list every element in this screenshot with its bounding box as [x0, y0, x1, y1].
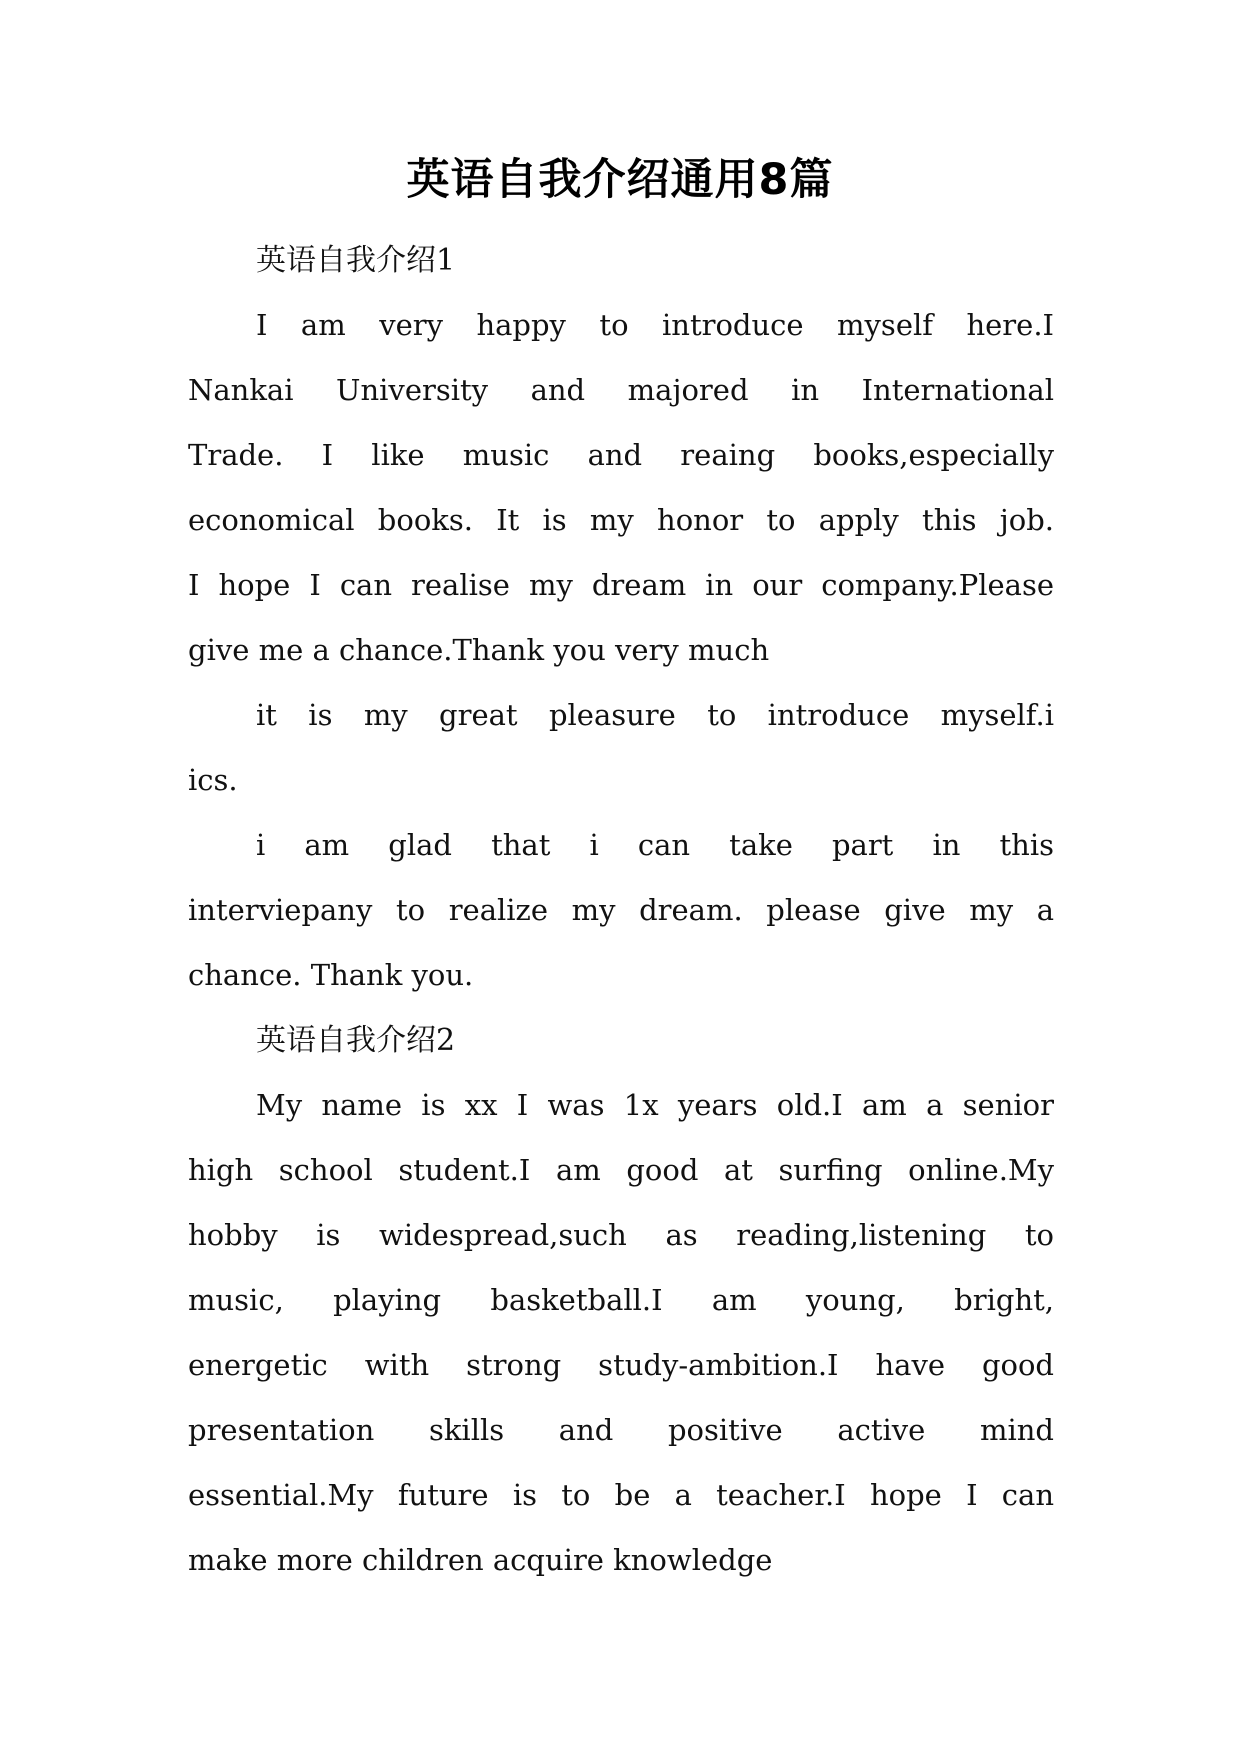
document-body [188, 228, 1054, 1593]
document-title: 英语自我介绍通用8篇 [406, 155, 834, 205]
text-line: My name is xx I was 1x years old.I am a senior [256, 1088, 1054, 1122]
text-line: i am glad that i can take part in this [256, 828, 1054, 862]
text-line: essential.My future is to be a teacher.I hope I can [188, 1478, 1054, 1512]
text-line: I hope I can realise my dream in our company.Please [188, 568, 1054, 602]
text-line: make more children acquire knowledge [188, 1543, 773, 1577]
text-line: high school student.I am good at surfing online.My [188, 1153, 1054, 1187]
text-line: ics. [188, 763, 238, 797]
text-line: music, playing basketball.I am young, bright, [188, 1283, 1054, 1317]
text-line: interviepany to realize my dream. please give my a [188, 893, 1054, 927]
text-line: Nankai University and majored in International [188, 373, 1054, 407]
text-line: presentation skills and positive active mind [188, 1413, 1054, 1447]
section-heading-2: 英语自我介绍2 [256, 1023, 456, 1058]
text-line: give me a chance.Thank you very much [188, 633, 770, 667]
text-line: economical books. It is my honor to apply this job. [188, 503, 1054, 537]
text-line: energetic with strong study-ambition.I have good [188, 1348, 1054, 1382]
text-line: chance. Thank you. [188, 958, 474, 992]
section-heading-1: 英语自我介绍1 [256, 243, 456, 278]
text-line: hobby is widespread,such as reading,listening to [188, 1218, 1054, 1252]
text-line: I am very happy to introduce myself here.I [256, 308, 1054, 342]
text-line: it is my great pleasure to introduce myself.i [256, 698, 1054, 732]
text-line: Trade. I like music and reaing books,especially [188, 438, 1054, 472]
